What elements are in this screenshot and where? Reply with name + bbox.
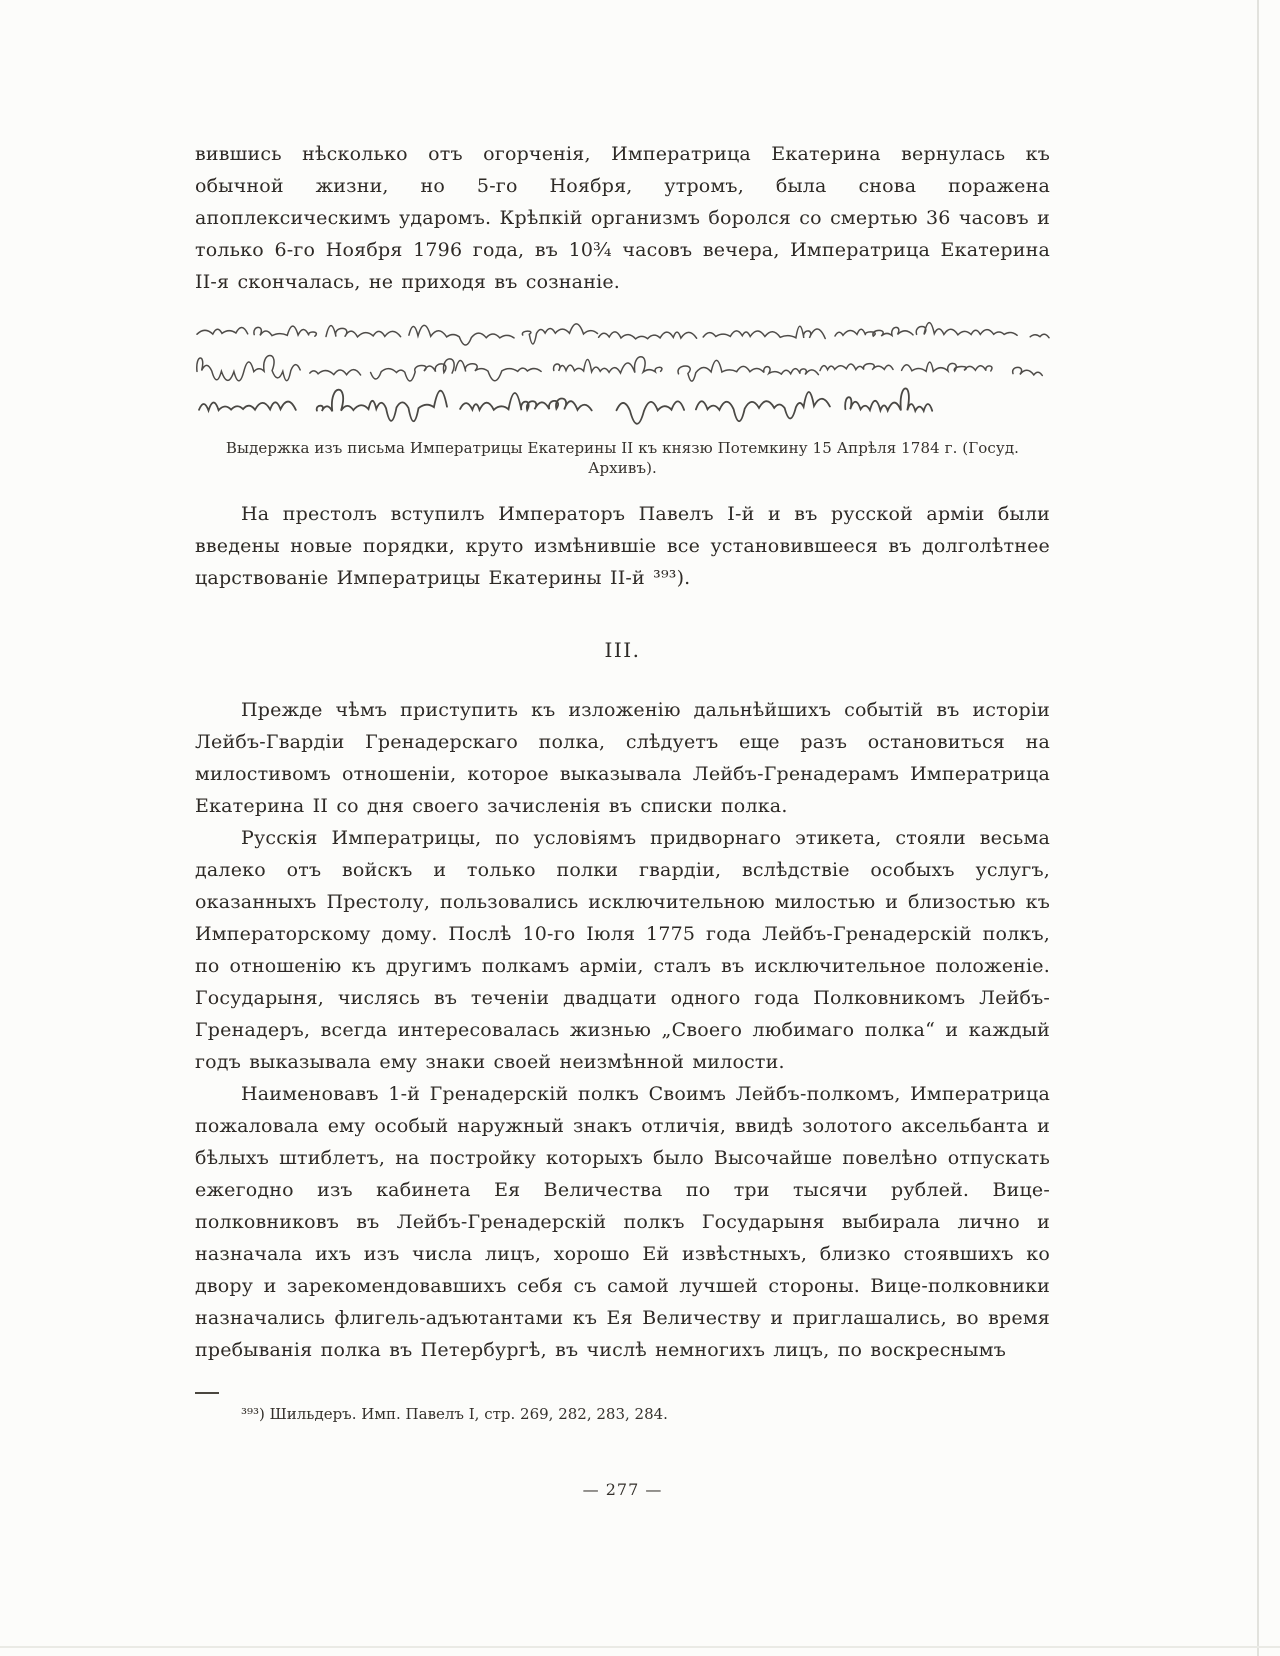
footnote-text: ³⁹³) Шильдеръ. Имп. Павелъ I, стр. 269, 282, 283, 284. (241, 1405, 668, 1423)
text-block (195, 138, 1050, 1366)
handwriting-line-3 (199, 388, 932, 423)
footnote-block (195, 1392, 1050, 1424)
paragraph-pavel: На престолъ вступилъ Императоръ Павелъ I-й и въ русской арміи были введены новые порядки, круто измѣнившіе все установившееся въ долголѣтнее царствованіе Императрицы Екатерины II-й ³⁹³). (195, 503, 1050, 589)
scan-edge-bottom (0, 1646, 1280, 1648)
page-number: — 277 — (582, 1480, 663, 1499)
scan-edge-right (1257, 0, 1259, 1656)
footnote-separator (195, 1392, 219, 1394)
paragraph-continuation: вившись нѣсколько отъ огорченія, Императрица Екатерина вернулась къ обычной жизни, но 5-го Ноября, утромъ, была снова поражена апоплексическимъ ударомъ. Крѣпкій организмъ боролся со смертью 36 часовъ и только 6-го Ноября 1796 года, въ 10¾ часовъ вечера, Императрица Екатерина II-я скончалась, не приходя въ сознаніе. (195, 143, 1050, 293)
paragraph-prezhde: Прежде чѣмъ приступить къ изложенію дальнѣйшихъ событій въ исторіи Лейбъ-Гвардіи Гренадерскаго полка, слѣдуетъ еще разъ остановиться на милостивомъ отношеніи, которое выказывала Лейбъ-Гренадерамъ Императрица Екатерина II со дня своего зачисленія въ списки полка. (195, 699, 1050, 817)
paragraph-russkiya: Русскія Императрицы, по условіямъ придворнаго этикета, стояли весьма далеко отъ войскъ и только полки гвардіи, вслѣдствіе особыхъ услугъ, оказанныхъ Престолу, пользовались исключительною милостью и близостью къ Императорскому дому. Послѣ 10-го Іюля 1775 года Лейбъ-Гренадерскій полкъ, по отношенію къ другимъ полкамъ арміи, сталъ въ исключительное положеніе. Государыня, числясь въ теченіи двадцати одного года Полковникомъ Лейбъ-Гренадеръ, всегда интересовалась жизнью „Своего любимаго полка“ и каждый годъ выказывала ему знаки своей неизмѣнной милости. (195, 827, 1050, 1073)
handwriting-line-2 (197, 356, 1043, 382)
section-heading: III. (604, 638, 641, 662)
handwriting-facsimile-image (195, 310, 1050, 428)
handwriting-facsimile (195, 310, 1050, 428)
paragraph-naimenovav: Наименовавъ 1-й Гренадерскій полкъ Своимъ Лейбъ-полкомъ, Императрица пожаловала ему особый наружный знакъ отличія, ввидѣ золотого аксельбанта и бѣлыхъ штиблетъ, на постройку которыхъ было Высочайше повелѣно отпускать ежегодно изъ кабинета Ея Величества по три тысячи рублей. Вице-полковниковъ въ Лейбъ-Гренадерскій полкъ Государыня выбирала лично и назначала ихъ изъ числа лицъ, хорошо Ей извѣстныхъ, близко стоявшихъ ко двору и зарекомендовавшихъ себя съ самой лучшей стороны. Вице-полковники назначались флигель-адъютантами къ Ея Величеству и приглашались, во время пребыванія полка въ Петербургѣ, въ числѣ немногихъ лицъ, по воскреснымъ (195, 1083, 1050, 1361)
facsimile-caption: Выдержка изъ письма Императрицы Екатерины II къ князю Потемкину 15 Апрѣля 1784 г. (Госуд. Архивъ). (225, 439, 1020, 477)
handwriting-line-1 (197, 323, 1049, 345)
